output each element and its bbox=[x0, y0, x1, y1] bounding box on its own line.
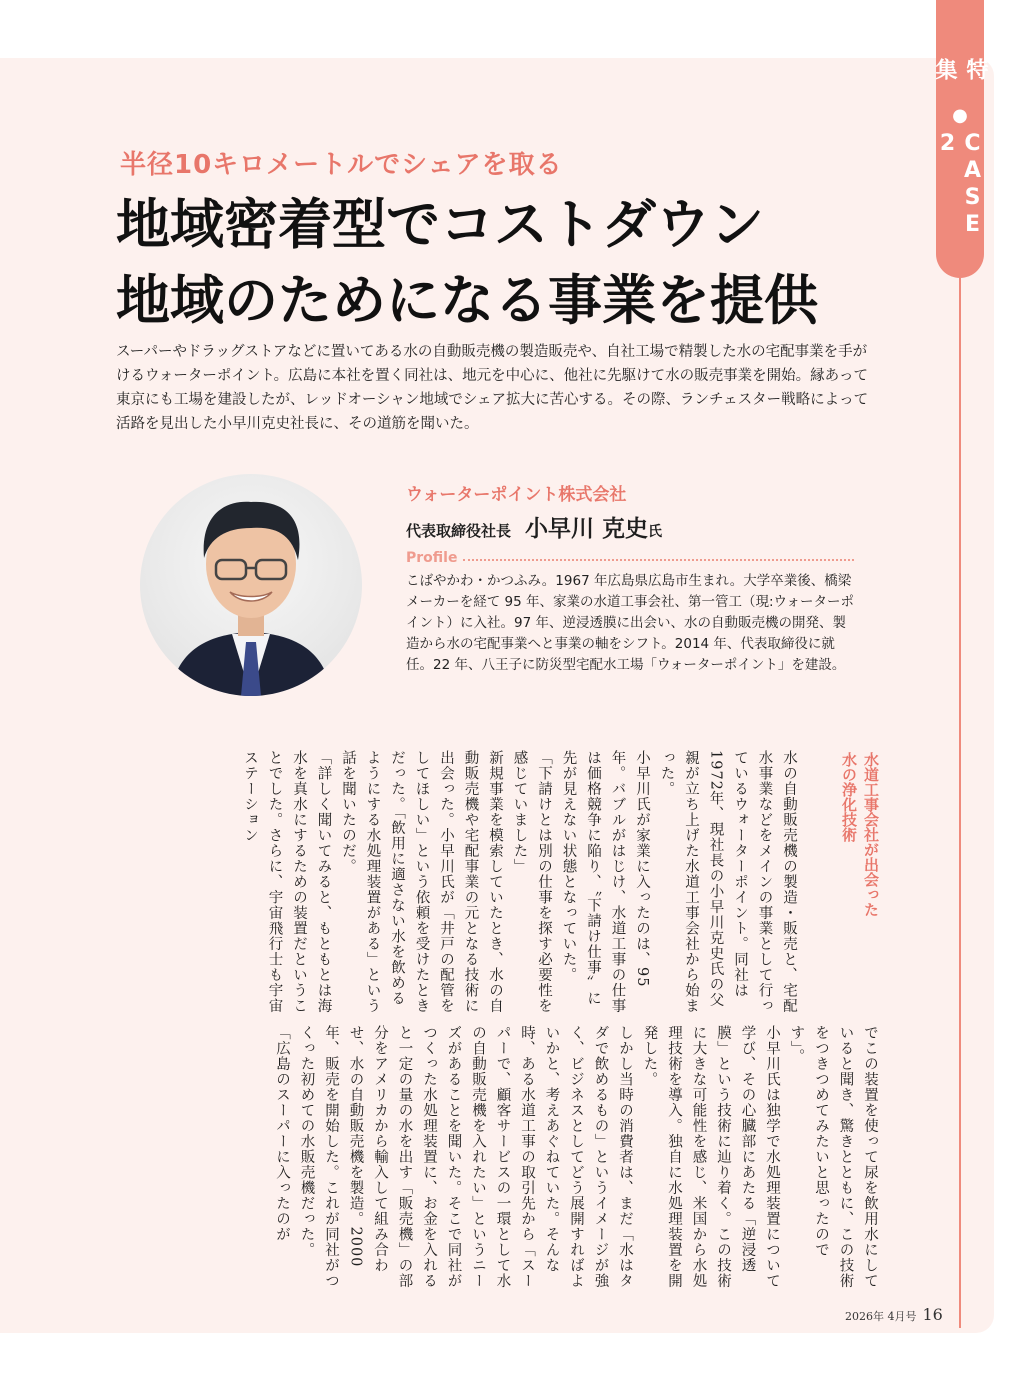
company-name: ウォーターポイント株式会社 bbox=[406, 485, 627, 505]
paragraph: でこの装置を使って尿を飲用水にしていると聞き、驚きとともに、この技術をつきつめてみたいと思ったのです」。 bbox=[788, 1025, 878, 1289]
bullet-dot-icon: ● bbox=[952, 105, 968, 127]
paragraph: 新規事業を模索していたとき、水の自動販売機や宅配事業の元となる技術に出会った。小早川氏が「井戸の配管をしてほしい」という依頼を受けたときだった。「飲用に適さない水を飲めるようにする水処理装置がある」という話を聞いたのだ。 bbox=[340, 750, 503, 1014]
kicker: 半径10キロメートルでシェアを取る bbox=[120, 150, 563, 180]
article-body bbox=[86, 750, 882, 1295]
paragraph: 「詳しく聞いてみると、もともとは海水を真水にするための装置だということでした。さらに、宇宙飛行士も宇宙ステーション bbox=[242, 750, 332, 1014]
feature-label: 特集 bbox=[932, 58, 988, 82]
subhead-line-1: 水道工事会社が出会った bbox=[862, 752, 880, 917]
person-name: 小早川 克史 bbox=[525, 516, 649, 542]
section-tab bbox=[932, 0, 988, 278]
profile-label: Profile bbox=[406, 550, 458, 566]
page-footer bbox=[845, 1305, 943, 1324]
portrait-photo bbox=[140, 474, 362, 696]
section-rule bbox=[959, 278, 961, 1328]
headline-line-1: 地域密着型でコストダウン bbox=[116, 192, 764, 256]
section-subhead bbox=[830, 752, 882, 952]
article-column-top bbox=[86, 750, 801, 1015]
page-number: 16 bbox=[922, 1305, 943, 1324]
headline-line-2: 地域のためになる事業を提供 bbox=[116, 268, 818, 332]
paragraph: 「下請けとは別の仕事を探す必要性を感じていました」 bbox=[511, 750, 552, 1014]
dotted-rule bbox=[463, 559, 854, 561]
name-group bbox=[525, 510, 662, 543]
paragraph: 「広島のスーパーに入ったのが bbox=[274, 1025, 290, 1242]
profile-text: こばやかわ・かつふみ。1967 年広島県広島市生まれ。大学卒業後、橋梁メーカーを経て 95 年、家業の水道工事会社、第一管工（現:ウォーターポイント）に入社。97 年、逆浸透膜に出会い、水の自動販売機の開発、製造から水の宅配事業へと事業の軸をシフト。2014 年、代表取締役に就任。22 年、八王子に防災型宅配水工場「ウォーターポイント」を建設。 bbox=[406, 573, 854, 673]
honorific: 氏 bbox=[648, 524, 663, 540]
paragraph: 小早川氏は独学で水処理装置について学び、その心臓部にあたる「逆浸透膜」という技術に辿り着く。この技術に大きな可能性を感じ、米国から水処理技術を導入。独自に水処理装置を開発した。 bbox=[641, 1025, 780, 1289]
headline bbox=[116, 186, 818, 338]
interviewee-title bbox=[406, 510, 662, 543]
case-label: CASE 2 bbox=[935, 131, 985, 240]
person-portrait-icon bbox=[140, 474, 362, 696]
profile-heading bbox=[406, 550, 854, 566]
paragraph: 水の自動販売機の製造・販売と、宅配水事業などをメインの事業として行っているウォーターポイント。同社は1972年、現社長の小早川克史氏の父親が立ち上げた水道工事会社から始まった。 bbox=[658, 750, 797, 1014]
lead-paragraph: スーパーやドラッグストアなどに置いてある水の自動販売機の製造販売や、自社工場で精製した水の宅配事業を手がけるウォーターポイント。広島に本社を置く同社は、地元を中心に、他社に先駆けて水の販売事業を開始。縁あって東京にも工場を建設したが、レッドオーシャン地域でシェア拡大に苦心する。その際、ランチェスター戦略によって活路を見出した小早川克史社長に、その道筋を聞いた。 bbox=[116, 344, 869, 432]
job-title: 代表取締役社長 bbox=[406, 522, 512, 540]
subhead-line-2: 水の浄化技術 bbox=[840, 752, 858, 842]
paragraph: 小早川氏が家業に入ったのは、95年。バブルがはじけ、水道工事の仕事は価格競争に陥り、〝下請け仕事〟に先が見えない状態となっていた。 bbox=[560, 750, 650, 1014]
paragraph: しかし当時の消費者は、まだ「水はタダで飲めるもの」というイメージが強く、ビジネスとしてどう展開すればよいかと、考えあぐねていた。そんな時、ある水道工事の取引先から「スーパーで、顧客サービスの一環として水の自動販売機を入れたい」というニーズがあることを聞いた。そこで同社がつくった水処理装置に、お金を入れると一定の量の水を出す「販売機」の部分をアメリカから輸入して組み合わせ、水の自動販売機を製造。2000年、販売を開始した。これが同社がつくった初めての水販売機だった。 bbox=[298, 1025, 633, 1289]
article-column-bottom bbox=[86, 1025, 882, 1295]
issue-label: 2026年 4月号 bbox=[845, 1310, 917, 1323]
